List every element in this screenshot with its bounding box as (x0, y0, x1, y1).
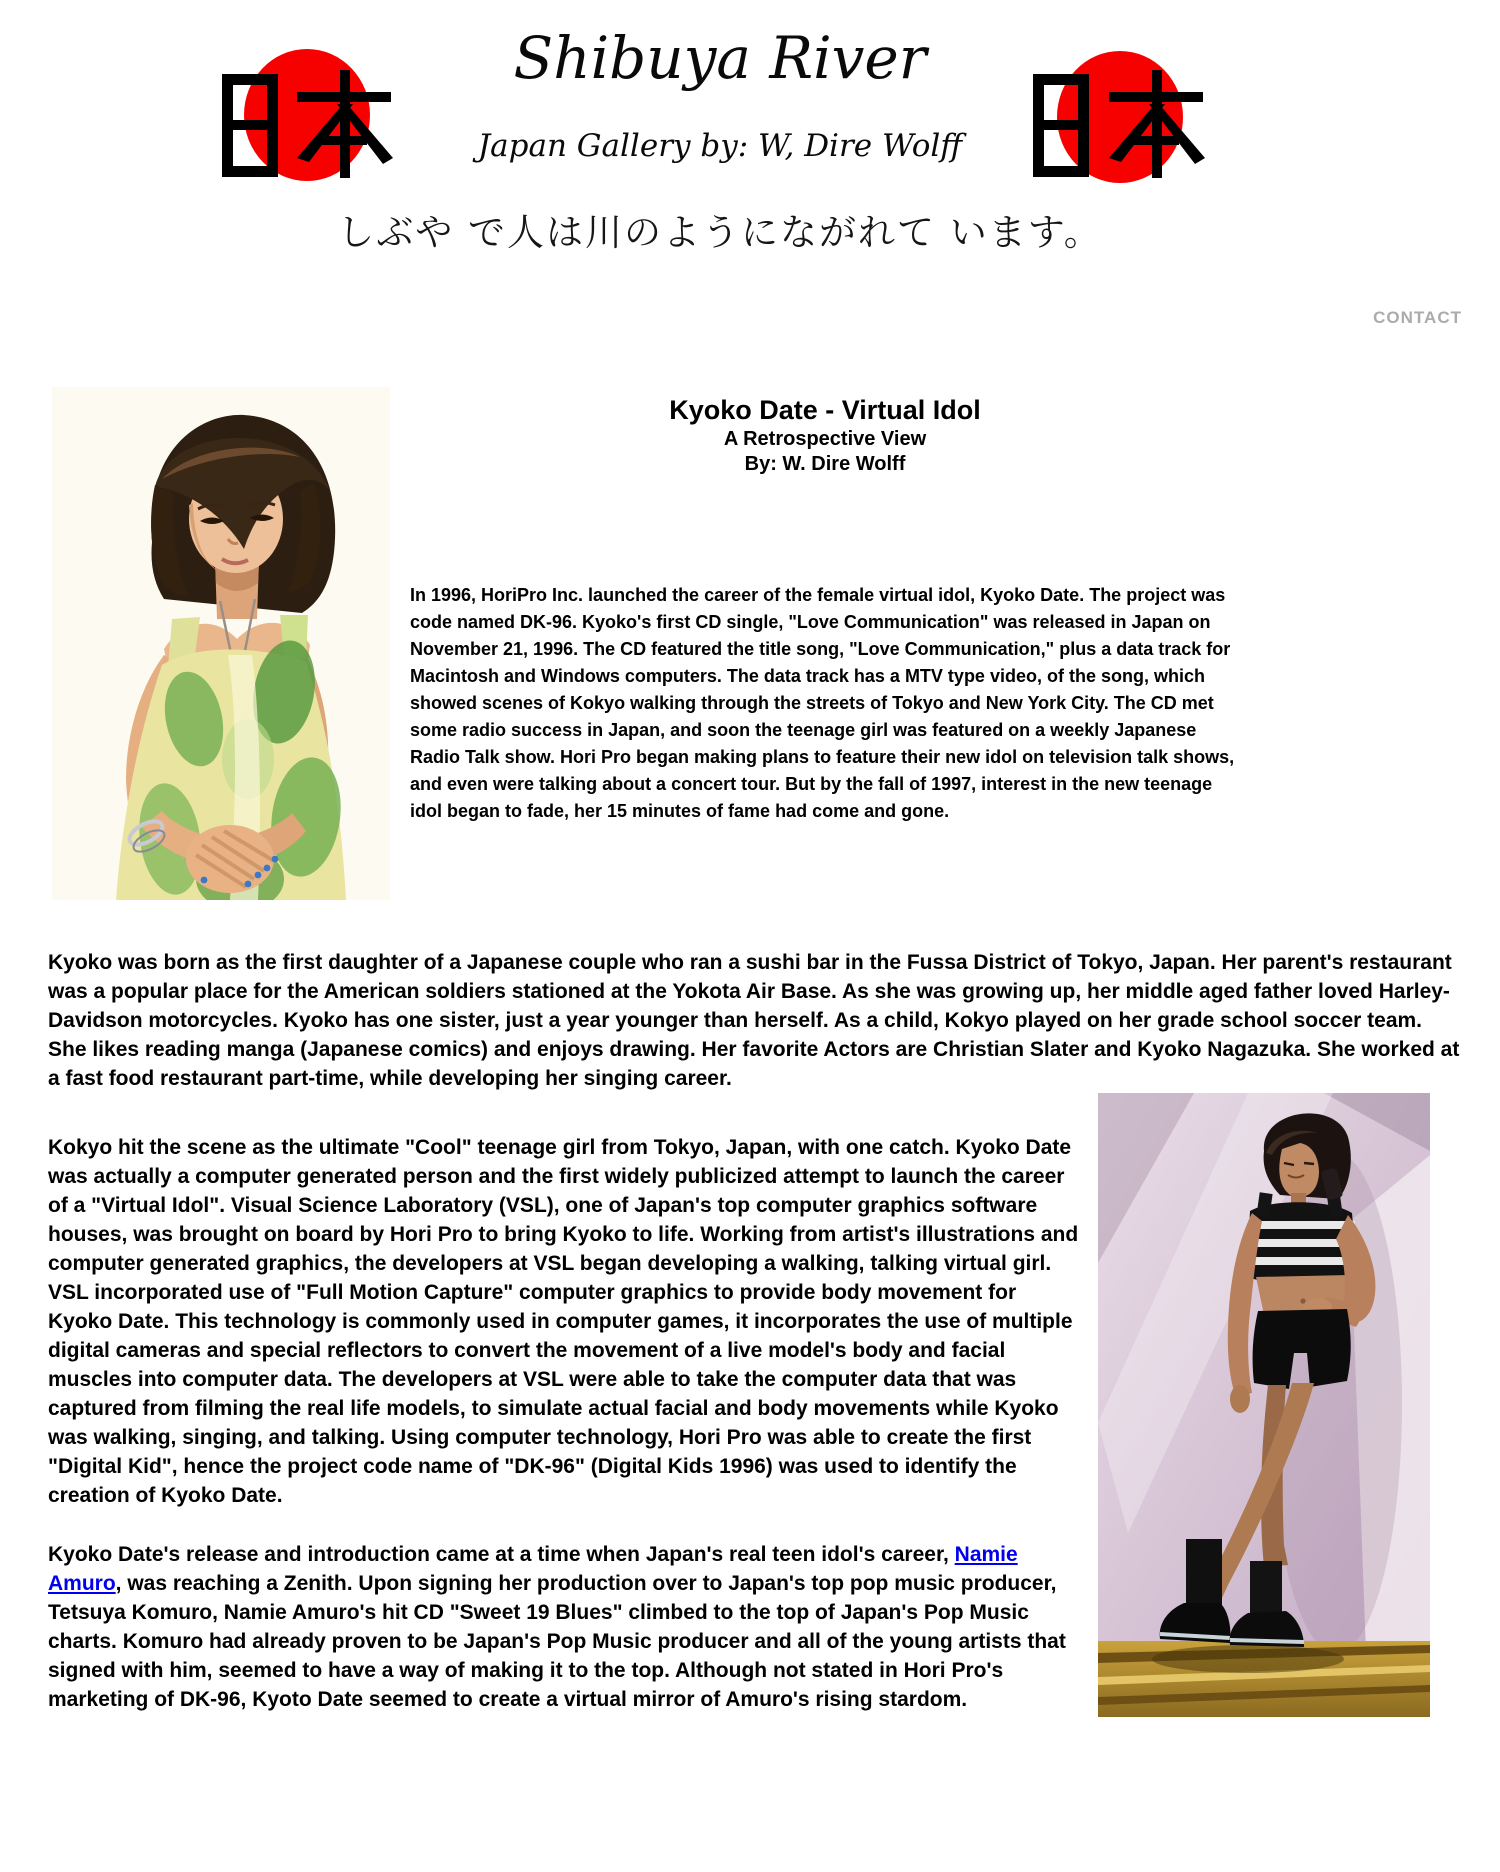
contact-link[interactable]: CONTACT (1373, 308, 1462, 327)
kyoko-photo-image (1098, 1093, 1430, 1717)
article-byline: By: W. Dire Wolff (744, 453, 906, 475)
site-header (0, 0, 1500, 365)
paragraph-text: , was reaching a Zenith. Upon signing her production over to Japan's top pop music producer, Tetsuya Komuro, Namie Amuro's hit CD "Sweet 19 Blues" climbed to the top of Japan's Pop Music charts. Komuro had already proven to be Japan's Pop Music producer and all of the young artists that signed with him, seemed to have a way of making it to the top. Although not stated in Hori Pro's marketing of DK-96, Kyoto Date seemed to create a virtual mirror of Amuro's rising stardom. (48, 1572, 1066, 1711)
japanese-tagline: しぶや で人は川のようにながれて います。 (337, 211, 1103, 254)
photo-section (48, 1133, 1460, 1729)
article-title: Kyoko Date - Virtual Idol (669, 395, 981, 425)
namie-amuro-link[interactable]: Namie Amuro (48, 1543, 1018, 1595)
kyoko-portrait-image (52, 387, 390, 900)
article-subtitle: A Retrospective View (723, 428, 927, 450)
article (0, 365, 1500, 1759)
paragraph-text: Kyoko Date's release and introduction came at a time when Japan's real teen idol's career, (48, 1543, 955, 1566)
paragraph-biography: Kyoko was born as the first daughter of a Japanese couple who ran a sushi bar in the Fussa District of Tokyo, Japan. Her parent's restaurant was a popular place for the American soldiers stationed at the Yokota Air Base. As she was growing up, her middle aged father loved Harley-Davidson motorcycles. Kyoko has one sister, just a year younger than herself. As a child, Kokyo played on her grade school soccer team. She likes reading manga (Japanese comics) and enjoys drawing. Her favorite Actors are Christian Slater and Kyoko Nagazuka. She worked at a fast food restaurant part-time, while developing her singing career. (48, 951, 1460, 1090)
paragraph-virtual-idol: Kokyo hit the scene as the ultimate "Cool" teenage girl from Tokyo, Japan, with one catch. Kyoko Date was actually a computer generated person and the first widely publicized attempt to launch the career of a "Virtual Idol". Visual Science Laboratory (VSL), one of Japan's top computer graphics software houses, was brought on board by Hori Pro to bring Kyoko to life. Working from artist's illustrations and computer generated graphics, the developers at VSL began developing a walking, talking virtual girl. VSL incorporated use of "Full Motion Capture" computer graphics to provide body movement for Kyoko Date. This technology is commonly used in computer games, it incorporates the use of multiple digital cameras and special reflectors to convert the movement of a live model's body and facial muscles into computer data. The developers at VSL were able to take the computer data that was captured from filming the real life models, to simulate actual facial and body movements while Kyoko was walking, singing, and talking. Using computer technology, Hori Pro was able to create the first "Digital Kid", hence the project code name of "DK-96" (Digital Kids 1996) was used to identify the creation of Kyoko Date. (48, 1136, 1079, 1507)
site-subtitle: Japan Gallery by: W, Dire Wolff (477, 128, 963, 164)
paragraph-intro: In 1996, HoriPro Inc. launched the career of the female virtual idol, Kyoko Date. The project was code named DK-96. Kyoko's first CD single, "Love Communication" was released in Japan on November 21, 1996. The CD featured the title song, "Love Communication," plus a data track for Macintosh and Windows computers. The data track has a MTV type video, of the song, which showed scenes of Kokyo walking through the streets of Tokyo and New York City. The CD met some radio success in Japan, and soon the teenage girl was featured on a weekly Japanese Radio Talk show. Hori Pro began making plans to feature their new idol on television talk shows, and even were talking about a concert tour. But by the fall of 1997, interest in the new teenage idol began to fade, her 15 minutes of fame had come and gone. (410, 585, 1235, 821)
site-title: Shibuya River (513, 24, 927, 92)
